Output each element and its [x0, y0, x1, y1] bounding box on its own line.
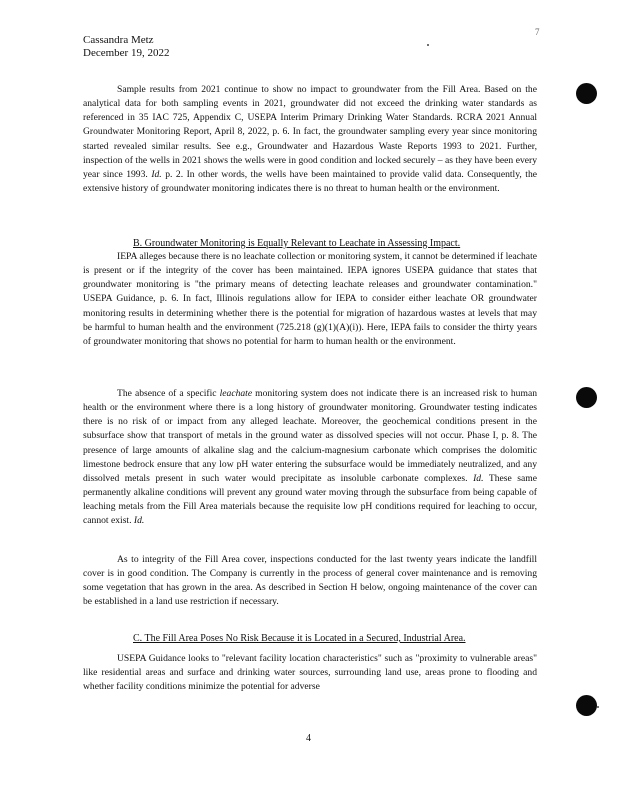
- paragraph-leachate-allegation: IEPA alleges because there is no leachate collection or monitoring system, it cannot be determined if leachate is present or if the integrity of the cover has been maintained. IEPA ignores USEPA guidance that states that groundwater monitoring is "the primary means of detecting leachate releases and groundwater contamination." USEPA Guidance, p. 6. In fact, Illinois regulations allow for IEPA to consider either leachate OR groundwater monitoring results in determining whether there is the potential for migration of hazardous wastes at levels that may be harmful to human health and the environment (725.218 (g)(1)(A)(i)). Here, IEPA fails to consider the thirty years of groundwater monitoring that shows no potential for harm to human health or the environment.: [83, 251, 537, 347]
- punch-hole-top: [576, 83, 597, 104]
- paragraph-groundwater-results: Sample results from 2021 continue to show no impact to groundwater from the Fill Area. Based on the analytical data for both sampling events in 2021, groundwater did not exceed the drinking water standards as referenced in 35 IAC 725, Appendix C, USEPA Interim Primary Drinking Water Standards. RCRA 2021 Annual Groundwater Monitoring Report, April 8, 2022, p. 6. In fact, the groundwater sampling every year since monitoring started revealed similar results. See e.g., Groundwater and Hazardous Waste Reports 1993 to 2021. Further, inspection of the wells in 2021 shows the wells were in good condition and locked securely – as they have been every year since 1993. Id. p. 2. In other words, the wells have been maintained to provide valid data. Consequently, the extensive history of groundwater monitoring indicates there is no threat to human health or the environment.: [83, 84, 538, 195]
- letter-date: December 19, 2022: [83, 47, 170, 59]
- letter-header: [83, 34, 169, 60]
- punch-hole-middle: [576, 387, 597, 408]
- scan-speck: [427, 44, 429, 46]
- recipient-name: Cassandra Metz: [83, 34, 154, 46]
- page-number: 4: [306, 733, 311, 744]
- paragraph-location-guidance: USEPA Guidance looks to "relevant facility location characteristics" such as "proximity to vulnerable areas" like residential areas and surface and drinking water sources, surrounding land use, areas prone to flooding and whether facility conditions minimize the potential for adverse: [83, 653, 537, 693]
- section-heading-c: C. The Fill Area Poses No Risk Because it is Located in a Secured, Industrial Area.: [133, 633, 466, 644]
- corner-page-number: 7: [535, 27, 540, 37]
- scan-speck: [597, 706, 599, 708]
- paragraph-leachate-absence: The absence of a specific leachate monitoring system does not indicate there is an increased risk to human health or the environment where there is a long history of groundwater monitoring. Groundwater testing indicates there is no risk of or impact from any alleged leachate. Moreover, the geochemical conditions present in the subsurface show that transport of metals in the ground water as dissolved species will not occur. Phase I, p. 8. The presence of large amounts of alkaline slag and the calcium-magnesium carbonate which comprises the dolomitic limestone bedrock ensure that any low pH water entering the subsurface would be immediately neutralized, and any dissolved metals present in such water would precipitate as insoluble carbonate complexes. Id. These same permanently alkaline conditions will prevent any ground water moving through the subsurface from being capable of leaching metals from the Fill Area materials because the requisite low pH conditions required for leaching to occur, cannot exist. Id.: [83, 388, 537, 527]
- paragraph-cover-integrity: As to integrity of the Fill Area cover, inspections conducted for the last twenty years indicate the landfill cover is in good condition. The Company is currently in the process of general cover maintenance and is removing some vegetation that has grown in the area. As described in Section H below, ongoing maintenance of the cover can be established in a land use restriction if necessary.: [83, 554, 537, 608]
- punch-hole-bottom: [576, 695, 597, 716]
- section-heading-b: B. Groundwater Monitoring is Equally Relevant to Leachate in Assessing Impact.: [133, 238, 461, 249]
